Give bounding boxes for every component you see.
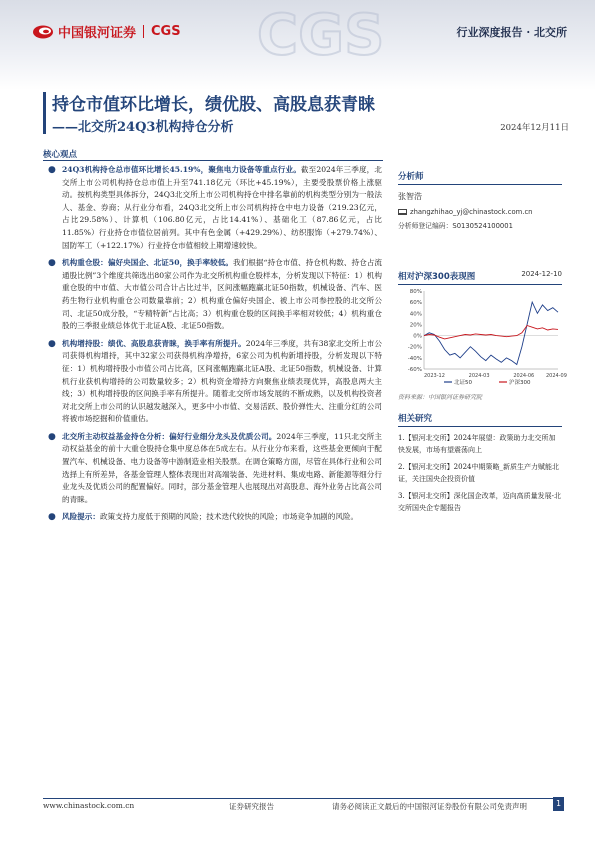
core-views-body	[46, 164, 382, 529]
x-tick-label: 2023-12	[424, 373, 445, 379]
logo-swirl-icon	[32, 24, 54, 40]
cgs-watermark	[255, 2, 385, 68]
analyst-panel	[398, 170, 562, 230]
bullet-icon: ●	[48, 338, 56, 349]
header-band	[0, 0, 595, 90]
title-accent-bar	[43, 92, 46, 134]
report-subtitle: ——北交所24Q3机构持仓分析	[52, 120, 234, 135]
paragraph-funds	[46, 431, 382, 507]
related-link-1[interactable]: 1.【银河北交所】2024年展望：政策助力北交所加快发展，市场有望震荡向上	[398, 434, 556, 454]
y-tick-label: -20%	[407, 344, 422, 351]
chart-source: 资料来源：中国银河证券研究院	[398, 394, 483, 401]
series-line-hs300	[424, 326, 558, 339]
paragraph-heavy-holdings	[46, 257, 382, 333]
paragraph-lead: 机构增持股：绩优、高股息获青睐，换手率有所提升。	[62, 338, 246, 348]
paragraph-body: 2024年三季度，共有38家北交所上市公司获得机构增持，其中32家公司获得机构净增持，6家公司为机构新增持股，分析发现以下特征：1）机构增持股小市值公司占比高，区间涨幅跑赢北证A股、北证50指数，机械设备、计算机行业获机构增持的公司数量较多；2）机构资金增持方向聚焦业绩表现优异，高股息两大主线；3）机构增持股的区间换手率有所提升。随着北交所市场发展的不断成熟，以及机构投资者对北交所上市公司的认识越发越深入，更多中小市值、交易活跃、股价弹性大、注重分红的公司将被市场挖掘和价值重估。	[62, 338, 382, 424]
related-research	[398, 412, 562, 514]
report-type: 行业深度报告 · 北交所	[456, 26, 567, 39]
relative-performance-chart	[398, 285, 567, 386]
paragraph-lead: 北交所主动权益基金持仓分析：偏好行业细分龙头及优质公司。	[62, 431, 277, 441]
legend-label: 北证50	[454, 380, 472, 386]
paragraph-body: 2024年三季度，11只北交所主动权益基金的前十大重仓股持仓集中度总体在5成左右。从行业分布来看，这些基金更倾向于配置汽车、机械设备、电力设备等中游制造业相关股票。在调仓策略方面，尽管在具体行业和公司选择上有所差异，各基金管理人整体表现出对高端装备、先进材料、集成电路、新能源等细分行业龙头及优质公司的配置偏好。同时，部分基金管理人也展现出对高股息、海外业务占比高公司的青睐。	[62, 431, 382, 504]
report-title: 持仓市值环比增长，绩优股、高股息获青睐	[52, 95, 375, 115]
paragraph-body: 截至2024年三季度，北交所上市公司机构持仓总市值上升至741.18亿元（环比+45.19%），主要受股票价格上涨驱动。按机构类型具体拆分，24Q3北交所上市公司机构持仓中排名靠前的机构类型分别为一般法人、基金、券商；从行业分布看，24Q3北交所上市公司机构持仓中电力设备（219.23亿元，占比29.58%）、计算机（106.80亿元，占比14.41%）、基础化工（87.86亿元，占比11.85%）行业持仓市值位居前列。其中有色金属（+429.29%）、纺织服饰（+279.74%）、国防军工（+122.17%）行业持仓市值相较上期增速较快。	[62, 165, 382, 250]
analyst-email-row	[398, 208, 562, 216]
footer-website[interactable]: www.chinastock.com.cn	[43, 801, 135, 810]
y-tick-label: 80%	[409, 289, 422, 295]
paragraph-lead: 24Q3机构持仓总市值环比增长45.19%，聚焦电力设备等重点行业。	[62, 165, 301, 174]
x-tick-label: 2024-06	[513, 373, 535, 379]
bullet-icon: ●	[48, 431, 56, 442]
footer-center-label: 证券研究报告	[229, 802, 274, 811]
x-tick-label: 2024-03	[468, 373, 490, 379]
paragraph-lead: 风险提示：	[62, 512, 100, 522]
y-tick-label: 40%	[409, 311, 422, 318]
logo-divider	[143, 25, 144, 38]
performance-chart-svg	[398, 285, 567, 386]
legend-label: 沪深300	[509, 380, 531, 386]
chart-title: 相对沪深300表现图	[398, 272, 476, 282]
watermark-text: CGS	[257, 3, 385, 68]
related-heading: 相关研究	[398, 412, 562, 427]
analyst-name: 张智浩	[398, 192, 422, 201]
y-tick-label: -60%	[407, 367, 422, 373]
core-views-label: 核心观点	[43, 150, 78, 160]
mail-icon	[398, 209, 407, 215]
related-link-2[interactable]: 2.【银河北交所】2024中期策略_新质生产力赋能北证，关注国央企投资价值	[398, 463, 559, 483]
paragraph-body: 政策支持力度低于预期的风险；技术迭代较快的风险；市场竞争加剧的风险。	[99, 512, 359, 522]
analyst-heading: 分析师	[398, 170, 562, 185]
brand-logo	[32, 22, 181, 41]
logo-cn-text: 中国银河证券	[58, 26, 137, 41]
analyst-cert: 分析师登记编码：S0130524100001	[398, 222, 513, 230]
chart-date: 2024-12-10	[521, 270, 562, 278]
related-link-3[interactable]: 3.【银河北交所】深化国企改革，迈向高质量发展-北交所国央企专题报告	[398, 492, 562, 512]
paragraph-increased-holdings	[46, 338, 382, 426]
paragraph-holdings	[46, 164, 382, 252]
report-date: 2024年12月11日	[500, 123, 569, 133]
analyst-email[interactable]: zhangzhihao_yj@chinastock.com.cn	[410, 208, 533, 216]
section-divider	[43, 160, 383, 161]
paragraph-risk	[46, 511, 382, 524]
x-tick-label: 2024-09	[546, 373, 567, 379]
bullet-icon: ●	[48, 258, 56, 269]
bullet-icon: ●	[48, 512, 56, 523]
y-tick-label: 20%	[409, 322, 422, 329]
bullet-icon: ●	[48, 165, 56, 175]
series-line-bz50	[424, 302, 558, 364]
logo-en-text: CGS	[151, 24, 181, 39]
paragraph-lead: 机构重仓股：偏好央国企、北证50，换手率较低。	[62, 258, 233, 268]
footer-disclaimer: 请务必阅读正文最后的中国银河证券股份有限公司免责声明	[332, 802, 527, 811]
y-tick-label: -40%	[407, 355, 422, 362]
page-number: 1	[553, 797, 564, 811]
paragraph-body: 我们根据“持仓市值、持仓机构数、持仓占流通股比例”3个维度共筛选出80家公司作为北交所机构重仓股样本，分析发现以下特征：1）机构重仓股的中市值、大市值公司合计占比过半，区间涨幅跑赢北证50指数，机械设备、汽车、医药生物行业机构重仓公司数量靠前；2）机构重仓偏好央国企、被上市公司参控股的北交所公司、北证50成分股，“专精特新”占比高；3）机构重仓股的区间换手率相对较低；4）机构重仓股的三季报业绩总体优于北证A股、北证50指数。	[62, 258, 382, 331]
footer-divider	[43, 798, 563, 799]
y-tick-label: 60%	[409, 300, 422, 307]
chart-heading-row	[398, 270, 562, 285]
y-tick-label: 0%	[413, 333, 422, 340]
